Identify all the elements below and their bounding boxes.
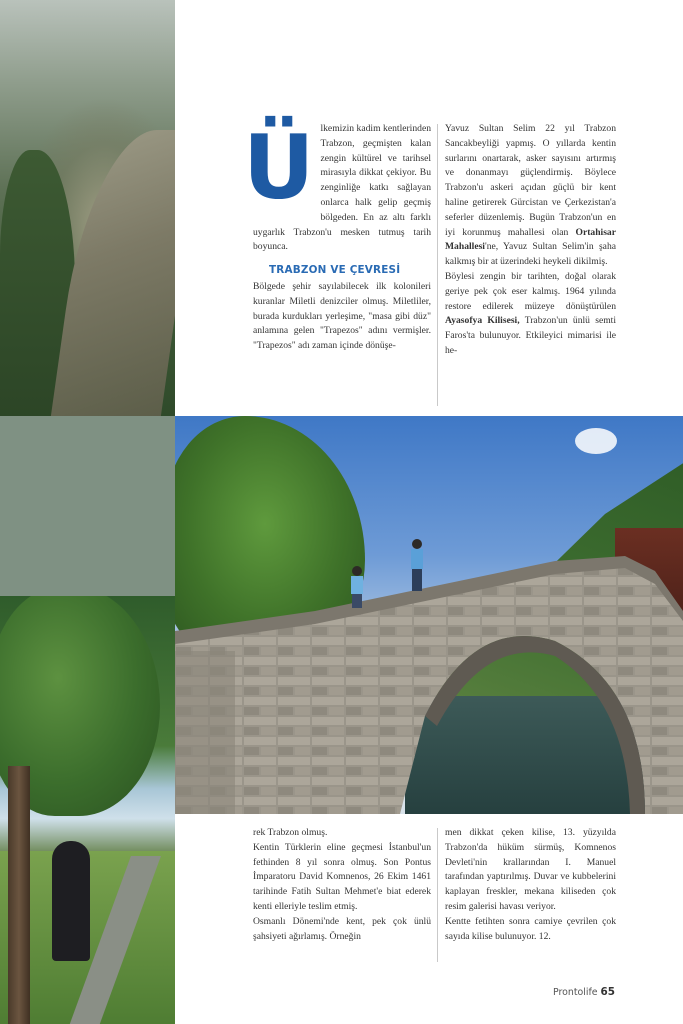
intro-paragraph: lkemizin kadim kentlerinden Trabzon, geçmişten kalan zengin kültürel ve tarihsel mirasıyla dikkat çekiyor. Bu zenginliğe katkı sağlayan onlarca halk gelip geçmiş bölgeden. En az altı farklı uygarlık Trabzon'u mesken tutmuş tarih boyunca.: [253, 123, 431, 253]
column-three: [253, 826, 431, 944]
drop-cap: Ü: [243, 116, 315, 219]
column-three-paragraph-3: Osmanlı Dönemi'nde kent, pek çok ünlü şahsiyeti ağırlamış. Örneğin: [253, 915, 431, 942]
forest-mountain-photo: [0, 0, 175, 416]
intro-column: [243, 116, 431, 354]
column-divider: [437, 828, 438, 962]
column-four-paragraph-1: men dikkat çeken kilise, 13. yüzyılda Trabzon'da hüküm sürmüş, Komnenos Devleti'nin krallarından I. Manuel tarafından yaptırılmış. Duvar ve kubbelerini kaplayan freskler, mekana kiliseden çok resim galerisi havası veriyor.: [445, 827, 616, 912]
section-heading: TRABZON VE ÇEVRESİ: [269, 264, 401, 277]
park-photo: [0, 596, 175, 1024]
stone-bridge-photo: [175, 416, 683, 814]
stone-bridge: [175, 416, 683, 814]
page-footer: [553, 986, 615, 998]
tree-trunk: [8, 766, 30, 1024]
bold-term-ortahisar: Ortahisar Mahallesi: [445, 226, 616, 253]
standing-man: [52, 841, 90, 961]
column-three-paragraph-2: Kentin Türklerin eline geçmesi İstanbul'un fethinden 8 yıl sonra olmuş. Son Pontus İmparatoru David Komnenos, 26 Ekim 1461 tarihinde Fatih Sultan Mehmet'e biat ederek kenti elleriyle teslim etmiş.: [253, 841, 431, 912]
color-block: [0, 416, 175, 596]
bold-term-ayasofya: Ayasofya Kilisesi,: [445, 315, 520, 327]
section-paragraph: Bölgede şehir sayılabilecek ilk kolonileri kuranlar Miletli denizciler olmuş. Miletliler, burada kurdukları yerleşime, "masa gibi düz" anlamına gelen "Trapezos" adını vermişler. "Trapezos" adı zaman içinde dönüşe-: [253, 280, 431, 352]
column-two-paragraph-1: Yavuz Sultan Selim 22 yıl Trabzon Sancakbeyliği yapmış. O yıllarda kentin surlarını onartarak, asker sayısını artırmış ve donanmayı güçlendirmiş. Böylece Trabzon'u askeri açıdan güçlü bir kent haline getirerek Gürcistan ve Çerkezistan'a seferler düzenlemiş. Bugün Trabzon'un en iyi korunmuş mahallesi olan Ortahisar Mahallesi'ne, Yavuz Sultan Selim'in şaha kalkmış bir at üzerindeki heykeli dikilmiş.: [445, 123, 616, 268]
column-three-paragraph-1: rek Trabzon olmuş.: [253, 827, 328, 838]
column-two-paragraph-2: Böylesi zengin bir tarihten, doğal olarak geriye pek çok eser kalmış. 1964 yılında restore edilerek müzeye dönüştürülen Ayasofya Kilisesi, Trabzon'un ünlü semti Faros'ta bulunuyor. Etkileyici mimarisi ile he-: [445, 270, 617, 356]
magazine-name: Prontolife: [553, 987, 598, 998]
column-four: [445, 826, 616, 944]
column-divider: [437, 124, 438, 406]
column-two: [445, 122, 616, 359]
column-four-paragraph-2: Kentte fetihten sonra camiye çevrilen çok sayıda kilise bulunuyor. 12.: [445, 915, 616, 942]
page-number: 65: [600, 986, 615, 998]
